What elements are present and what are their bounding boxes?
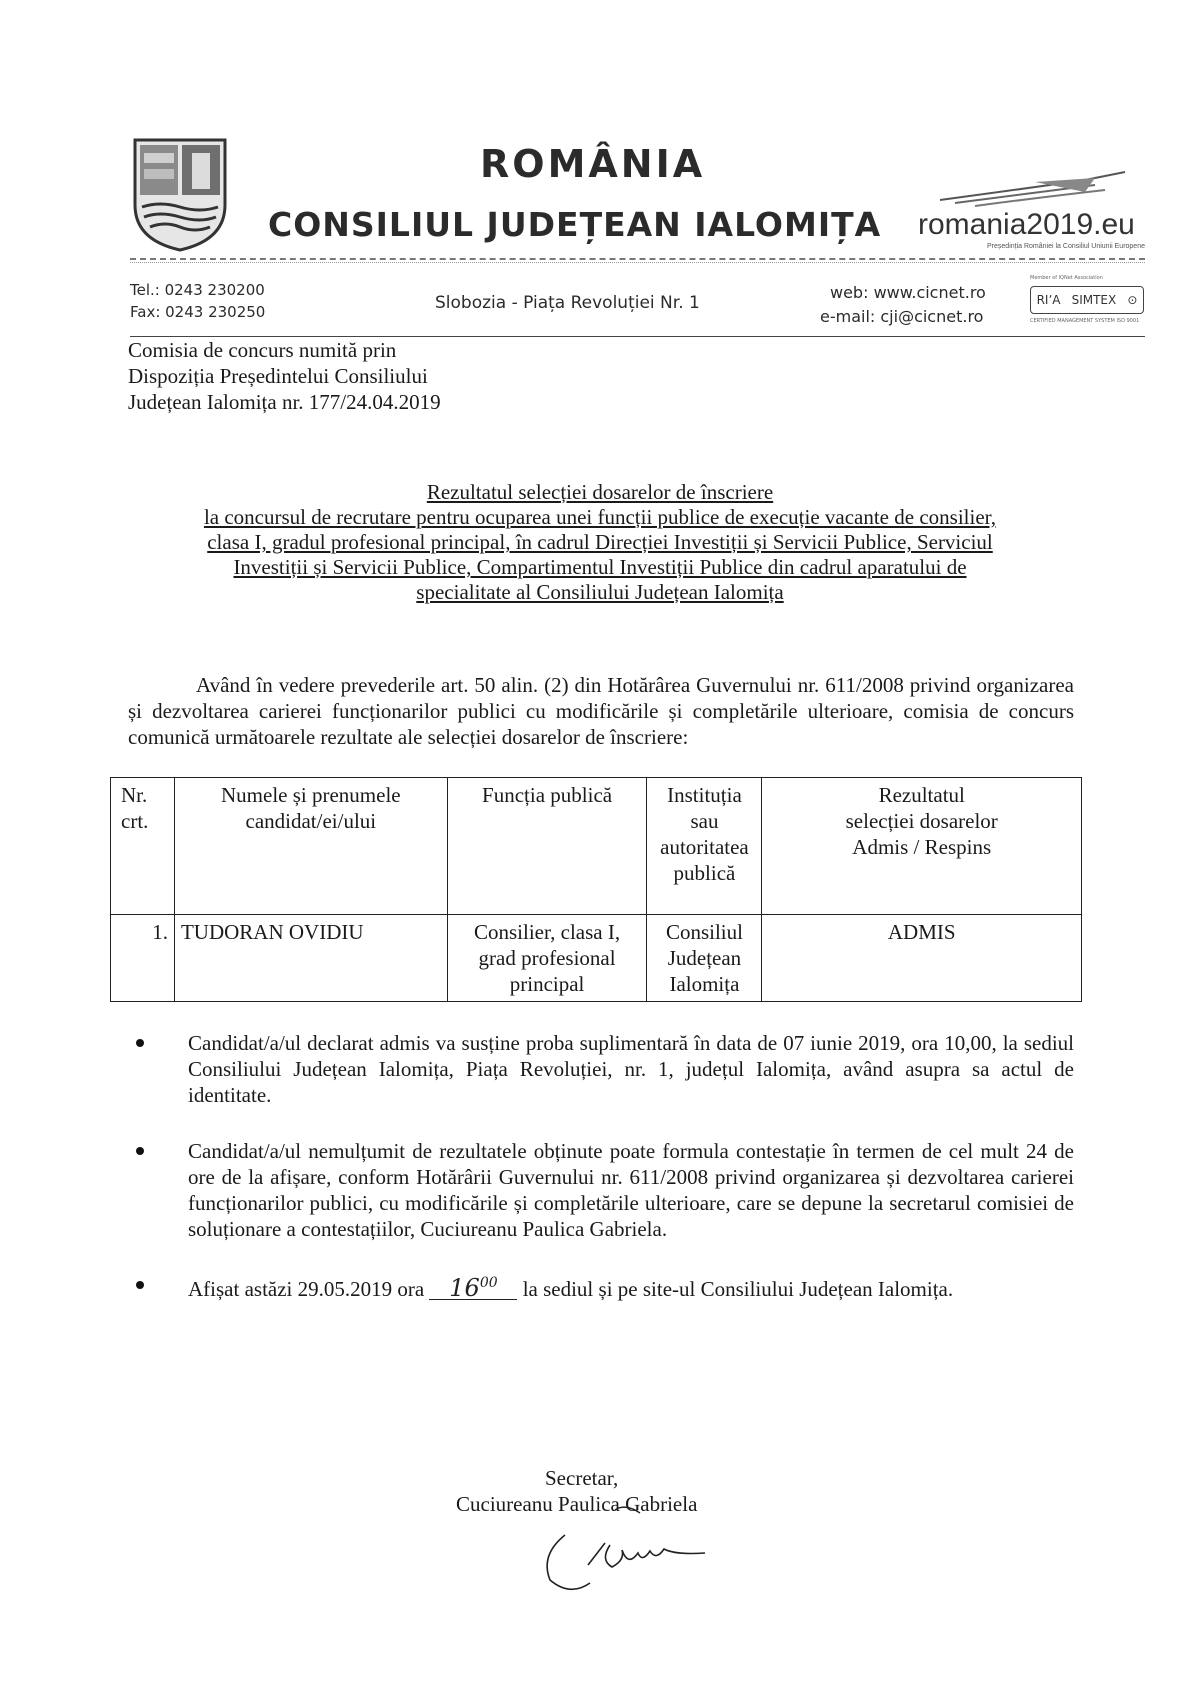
cell-nr: 1. [111, 915, 175, 1002]
email: e-mail: cji@cicnet.ro [820, 307, 984, 326]
table-row [111, 915, 1082, 1002]
phone-number: Tel.: 0243 230200 [130, 281, 265, 299]
table-header-row [111, 778, 1082, 915]
header-text: candidat/ei/ului [245, 809, 377, 833]
certification-badge-footnote: CERTIFIED MANAGEMENT SYSTEM ISO 9001 [1030, 318, 1140, 324]
title-line: la concursul de recrutare pentru ocuparea unei funcții publice de execuție vacante de consilier, [203, 505, 997, 529]
commission-reference [128, 337, 441, 415]
bullet-icon [136, 1039, 144, 1047]
handwritten-time [429, 1272, 517, 1300]
certification-badge-left: RIʼA [1036, 293, 1061, 307]
certification-badge-caption: Member of IQNet Association [1030, 275, 1103, 281]
note-text: la sediul și pe site-ul Consiliului Județean Ialomița. [522, 1277, 954, 1301]
certification-badge-right: SIMTEX [1071, 293, 1117, 307]
header-result [762, 778, 1082, 915]
intro-paragraph [128, 672, 1074, 750]
certification-badge [1030, 286, 1144, 314]
document-title [120, 480, 1080, 605]
bullet-icon [136, 1281, 144, 1289]
note-text: Candidat/a/ul declarat admis va susține proba suplimentară în data de 07 iunie 2019, ora 10,00, la sediul Consiliului Județean Ialomița, Piața Revoluției, nr. 1, județul Ialomița, având asupra sa actul de identitate. [188, 1031, 1074, 1107]
header-text: selecției dosarelor [845, 809, 998, 833]
country-heading: ROMÂNIA [480, 142, 706, 186]
cell-text: Consiliul [665, 920, 743, 944]
commission-line: Comisia de concurs numită prin [128, 338, 397, 362]
presidency-logo-swoosh [935, 170, 1135, 210]
header-text: crt. [121, 809, 149, 833]
results-table [110, 777, 1082, 1002]
cell-text: Ialomița [669, 972, 740, 996]
presidency-logo-text: romania2019.eu [918, 208, 1135, 241]
institution-heading: CONSILIUL JUDEȚEAN IALOMIȚA [268, 205, 882, 244]
header-text: autoritatea [660, 835, 749, 859]
cell-function [447, 915, 647, 1002]
handwritten-signature [530, 1505, 730, 1605]
header-text: Rezultatul [878, 783, 965, 807]
note-text: Candidat/a/ul nemulțumit de rezultatele obținute poate formula contestație în termen de cel mult 24 de ore de la afișare, conform Hotărârii Guvernului nr. 611/2008 privind organizarea și dezvoltarea carierei funcționarilor publici, cu modificările și completările ulterioare, care se depune la secretarul comisiei de soluționare a contestațiilor, Cuciureanu Paulica Gabriela. [188, 1139, 1074, 1241]
cell-name: TUDORAN OVIDIU [174, 915, 447, 1002]
header-institution [647, 778, 762, 915]
cell-institution [647, 915, 762, 1002]
header-text: Admis / Respins [852, 835, 992, 859]
certification-badge-icon: ⊙ [1127, 293, 1138, 307]
notes-list [128, 1030, 1074, 1332]
title-line: specialitate al Consiliului Județean Ialomița [416, 580, 784, 604]
header-divider-secondary [130, 262, 1145, 263]
title-line: Investiții și Servicii Publice, Compartimentul Investiții Publice din cadrul aparatului de [233, 555, 967, 579]
presidency-logo-subtitle: Președinția României la Consiliul Uniunii Europene [987, 243, 1145, 250]
list-item [128, 1272, 1074, 1302]
cell-result: ADMIS [762, 915, 1082, 1002]
cell-text: grad profesional [478, 946, 616, 970]
signatory-role: Secretar, [545, 1466, 619, 1490]
website: web: www.cicnet.ro [830, 283, 986, 302]
commission-line: Dispoziția Președintelui Consiliului [128, 364, 428, 388]
header-text: Nr. [121, 783, 148, 807]
bullet-icon [136, 1147, 144, 1155]
header-divider [130, 258, 1145, 260]
address: Slobozia - Piața Revoluției Nr. 1 [435, 293, 700, 313]
title-line: Rezultatul selecției dosarelor de înscriere [426, 480, 774, 504]
header-name [174, 778, 447, 915]
fax-number: Fax: 0243 230250 [130, 303, 266, 321]
list-item [128, 1030, 1074, 1108]
header-text: Instituția [667, 783, 742, 807]
header-text: Numele și prenumele [221, 783, 401, 807]
header-nr [111, 778, 175, 915]
header-text: publică [673, 861, 736, 885]
cell-text: principal [509, 972, 585, 996]
handwritten-hour: 16 [449, 1274, 480, 1302]
signatory-name: Cuciureanu Paulica Gabriela [456, 1492, 698, 1516]
list-item [128, 1138, 1074, 1242]
handwritten-minutes: 00 [479, 1275, 498, 1291]
header-text: sau [690, 809, 719, 833]
cell-text: Consilier, clasa I, [474, 920, 621, 944]
header-function [447, 778, 647, 915]
county-coat-of-arms [130, 135, 230, 255]
cell-text: Județean [667, 946, 742, 970]
intro-text: Având în vedere prevederile art. 50 alin. (2) din Hotărârea Guvernului nr. 611/2008 privind organizarea și dezvoltarea carierei funcționarilor publici cu modificările și completările ulterioare, comisia de concurs comunică următoarele rezultate ale selecției dosarelor de înscriere: [128, 673, 1074, 749]
note-text: Afișat astăzi 29.05.2019 ora [188, 1277, 425, 1301]
commission-line: Județean Ialomița nr. 177/24.04.2019 [128, 390, 441, 414]
header-text: Funcția publică [482, 783, 613, 807]
title-line: clasa I, gradul profesional principal, în cadrul Direcției Investiții și Servicii Publice, Serviciul [207, 530, 993, 554]
